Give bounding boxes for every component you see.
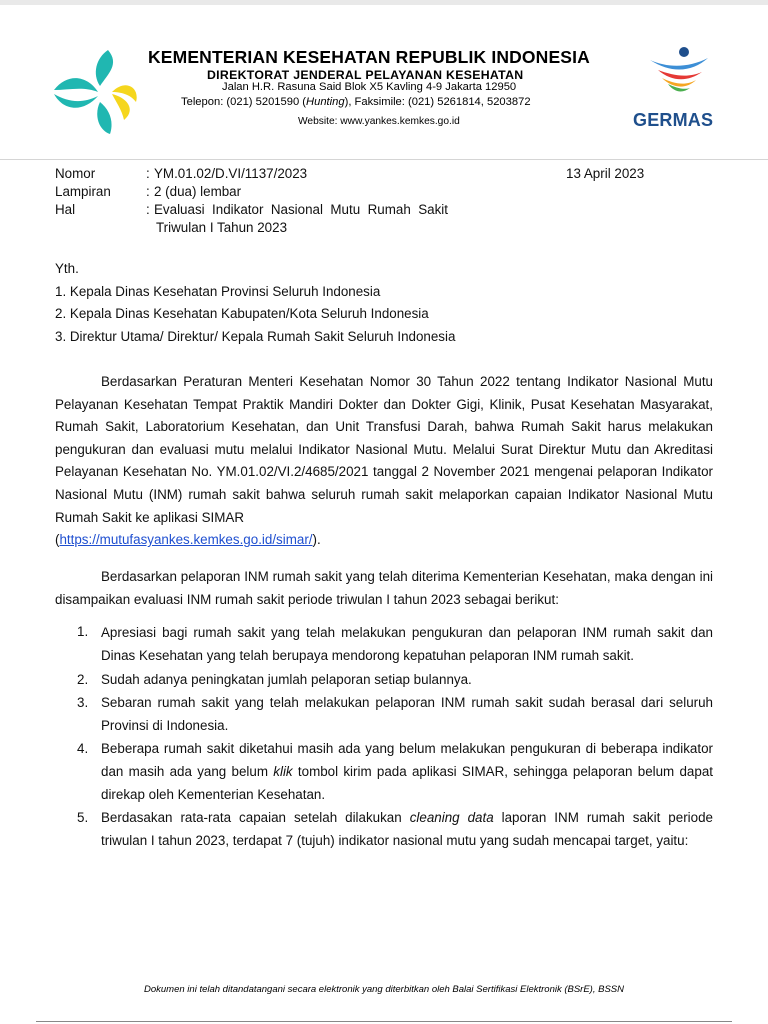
ministry-logo (50, 46, 142, 138)
germas-logo-icon (644, 46, 712, 92)
list-item: Sudah adanya peningkatan jumlah pelaporan setiap bulannya. (101, 672, 472, 687)
website-line: Website: www.yankes.kemkes.go.id (298, 116, 460, 127)
paragraph-2: Berdasarkan pelaporan INM rumah sakit yang telah diterima Kementerian Kesehatan, maka dengan ini disampaikan evaluasi INM rumah sakit periode triwulan I tahun 2023 sebagai berikut: (55, 569, 713, 607)
greeting: Yth. (55, 261, 79, 276)
hal-label: Hal (55, 202, 76, 217)
list-number: 1. (77, 624, 89, 639)
letterhead (0, 0, 768, 160)
ministry-name: KEMENTERIAN KESEHATAN REPUBLIK INDONESIA (148, 47, 590, 67)
list-item: Sebaran rumah sakit yang telah melakukan pelaporan INM rumah sakit sudah berasal dari seluruh Provinsi di Indonesia. (101, 695, 713, 734)
list-number: 4. (77, 741, 89, 756)
paragraph-1: Berdasarkan Peraturan Menteri Kesehatan Nomor 30 Tahun 2022 tentang Indikator Nasional Mutu Pelayanan Kesehatan Tempat Praktik Mandiri Dokter dan Dokter Gigi, Klinik, Pusat Kesehatan Masyarakat, Rumah Sakit, Laboratorium Kesehatan, dan Unit Transfusi Darah, bahwa Rumah Sakit harus melakukan pengukuran dan evaluasi mutu melalui Indikator Nasional Mutu. Melalui Surat Direktur Mutu dan Akreditasi Pelayanan Kesehatan No. YM.01.02/VI.2/4685/2021 tanggal 2 November 2021 mengenai pelaporan Indikator Nasional Mutu (INM) rumah sakit bahwa seluruh rumah sakit melaporkan capaian Indikator Nasional Mutu Rumah Sakit ke aplikasi SIMAR (https://mutufasyankes.kemkes.go.id/simar/). (55, 374, 713, 548)
colon: : (146, 184, 150, 199)
list-item: Apresiasi bagi rumah sakit yang telah melakukan pengukuran dan pelaporan INM rumah sakit dan Dinas Kesehatan yang telah berupaya mendorong kepatuhan pelaporan INM rumah sakit. (101, 625, 713, 664)
list-number: 5. (77, 810, 89, 825)
lampiran-label: Lampiran (55, 184, 111, 199)
nomor-value: YM.01.02/D.VI/1137/2023 (154, 166, 308, 181)
hal-value: Evaluasi Indikator Nasional Mutu Rumah Sakit (154, 202, 448, 217)
letterhead-divider (0, 159, 768, 160)
simar-link[interactable]: https://mutufasyankes.kemkes.go.id/simar/ (59, 532, 313, 548)
office-address: Jalan H.R. Rasuna Said Blok X5 Kavling 4-9 Jakarta 12950 (222, 81, 517, 93)
nomor-label: Nomor (55, 166, 96, 181)
list-number: 3. (77, 695, 89, 710)
addressee-1: 1. Kepala Dinas Kesehatan Provinsi Seluruh Indonesia (55, 284, 381, 299)
colon: : (146, 166, 150, 181)
top-strip (0, 0, 768, 5)
germas-wordmark: GERMAS (633, 110, 714, 130)
lampiran-value: 2 (dua) lembar (154, 184, 242, 199)
list-item: Berdasakan rata-rata capaian setelah dilakukan cleaning data laporan INM rumah sakit periode triwulan I tahun 2023, terdapat 7 (tujuh) indikator nasional mutu yang sudah mencapai target, yaitu: (101, 810, 713, 849)
list-number: 2. (77, 672, 89, 687)
list-item: Beberapa rumah sakit diketahui masih ada yang belum melakukan pengukuran di beberapa indikator dan masih ada yang belum klik tombol kirim pada aplikasi SIMAR, sehingga pelaporan belum dapat direkap oleh Kementerian Kesehatan. (101, 741, 713, 803)
directorate-name: DIREKTORAT JENDERAL PELAYANAN KESEHATAN (207, 68, 524, 82)
page-bottom-line (36, 1021, 732, 1022)
contact-phone: Telepon: (021) 5201590 (Hunting), Faksimile: (021) 5261814, 5203872 (181, 96, 531, 108)
esign-footer: Dokumen ini telah ditandatangani secara elektronik yang diterbitkan oleh Balai Sertifikasi Elektronik (BSrE), BSSN (144, 984, 624, 995)
addressee-3: 3. Direktur Utama/ Direktur/ Kepala Rumah Sakit Seluruh Indonesia (55, 329, 456, 344)
colon: : (146, 202, 150, 217)
letter-date: 13 April 2023 (566, 166, 645, 181)
hal-value-line-2: Triwulan I Tahun 2023 (156, 220, 288, 235)
addressee-2: 2. Kepala Dinas Kesehatan Kabupaten/Kota Seluruh Indonesia (55, 306, 429, 321)
